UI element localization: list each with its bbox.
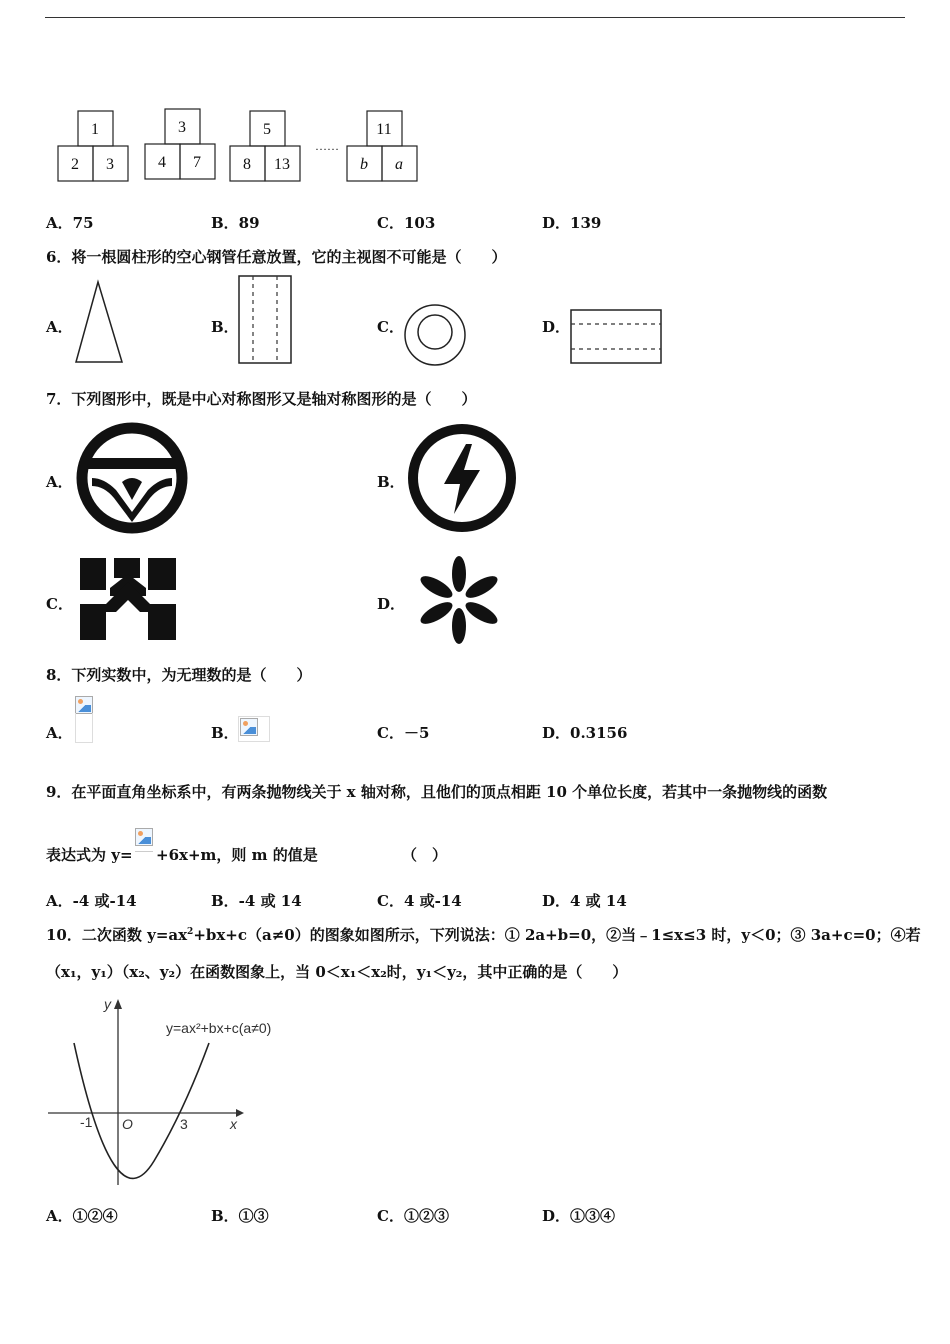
q9-question-line2-end: +6x+m，则 m 的值是 — [156, 846, 318, 864]
parabola-graph — [44, 995, 294, 1190]
q9-answer-bracket: （ ） — [402, 846, 448, 864]
box4-right: a — [395, 156, 403, 173]
box3-top: 5 — [263, 121, 271, 138]
q10-option-a: A．①②④ — [46, 1207, 118, 1225]
box3-right: 13 — [274, 156, 290, 173]
x-axis-label: x — [230, 1116, 237, 1132]
q7-label-c: C． — [46, 595, 73, 613]
broken-image-icon — [135, 828, 153, 846]
q5-option-b: B．89 — [211, 214, 260, 232]
q8-label-b: B． — [211, 724, 239, 742]
q7-label-b: B． — [377, 473, 405, 491]
q9-option-a: A．-4 或-14 — [46, 892, 137, 910]
q10-question-line1 — [46, 924, 921, 945]
box4-left: b — [360, 156, 368, 173]
image-frame — [238, 716, 270, 742]
q9-option-b: B．-4 或 14 — [211, 892, 302, 910]
q8-label-a: A． — [46, 724, 73, 742]
q10-text-a: 10．二次函数 y=ax — [46, 926, 188, 944]
q6-label-c: C． — [377, 318, 404, 336]
box1-right: 3 — [106, 156, 114, 173]
box1-left: 2 — [71, 156, 79, 173]
emblem-a-icon — [74, 420, 190, 536]
box3-left: 8 — [243, 156, 251, 173]
root-right-label: 3 — [180, 1116, 188, 1132]
lightning-emblem-icon — [404, 420, 520, 536]
origin-label: O — [122, 1116, 133, 1132]
q10-superscript: 2 — [187, 927, 194, 937]
box2-right: 7 — [193, 154, 201, 171]
y-axis-label: y — [104, 996, 111, 1012]
q10-option-c: C．①②③ — [377, 1207, 449, 1225]
q5-option-d: D．139 — [542, 214, 602, 232]
q10-option-d: D．①③④ — [542, 1207, 616, 1225]
q5-option-a: A．75 — [46, 214, 94, 232]
box4-top: 11 — [376, 121, 392, 138]
dashed-rectangle-vertical-figure — [236, 274, 294, 366]
q6-label-b: B． — [211, 318, 239, 336]
q6-question: 6．将一根圆柱形的空心钢管任意放置，它的主视图不可能是（ ） — [46, 248, 507, 266]
triangle-figure — [72, 278, 127, 366]
broken-image-icon — [75, 696, 93, 714]
root-left-label: -1 — [80, 1114, 93, 1130]
q9-question-line1: 9．在平面直角坐标系中，有两条抛物线关于 x 轴对称，且他们的顶点相距 10 个单位长度，若其中一条抛物线的函数 — [46, 783, 828, 801]
q7-question: 7．下列图形中，既是中心对称图形又是轴对称图形的是（ ） — [46, 390, 477, 408]
q10-option-b: B．①③ — [211, 1207, 269, 1225]
box1-top: 1 — [91, 121, 99, 138]
concentric-circles-figure — [402, 302, 468, 368]
q7-label-a: A． — [46, 473, 73, 491]
box2-top: 3 — [178, 119, 186, 136]
q6-label-a: A． — [46, 318, 73, 336]
q9-option-d: D．4 或 14 — [542, 892, 627, 910]
q6-label-d: D． — [542, 318, 571, 336]
ellipsis: …… — [315, 139, 339, 153]
q8-question: 8．下列实数中，为无理数的是（ ） — [46, 666, 312, 684]
image-frame — [75, 713, 93, 743]
q8-option-c: C．－5 — [377, 724, 430, 742]
q9-option-c: C．4 或-14 — [377, 892, 462, 910]
block-emblem-icon — [76, 554, 180, 644]
q7-label-d: D． — [377, 595, 406, 613]
image-frame — [135, 845, 153, 852]
q8-option-d: D．0.3156 — [542, 724, 628, 742]
petal-emblem-icon — [406, 556, 512, 646]
q10-question-line2: （x₁，y₁）（x₂、y₂）在函数图象上，当 0＜x₁＜x₂时，y₁＜y₂，其中正确的是（ ） — [46, 963, 628, 981]
number-box-figure — [50, 105, 430, 190]
box2-left: 4 — [158, 154, 166, 171]
dashed-rectangle-horizontal-figure — [568, 308, 664, 366]
q10-text-b: +bx+c（a≠0）的图象如图所示，下列说法：① 2a+b=0，②当﹣1≤x≤3 时，y＜0；③ 3a+c=0；④若 — [193, 926, 921, 944]
q5-option-c: C．103 — [377, 214, 436, 232]
header-rule — [45, 17, 905, 18]
q9-question-line2-start: 表达式为 y= — [46, 846, 133, 864]
function-label: y=ax²+bx+c(a≠0) — [166, 1020, 272, 1036]
